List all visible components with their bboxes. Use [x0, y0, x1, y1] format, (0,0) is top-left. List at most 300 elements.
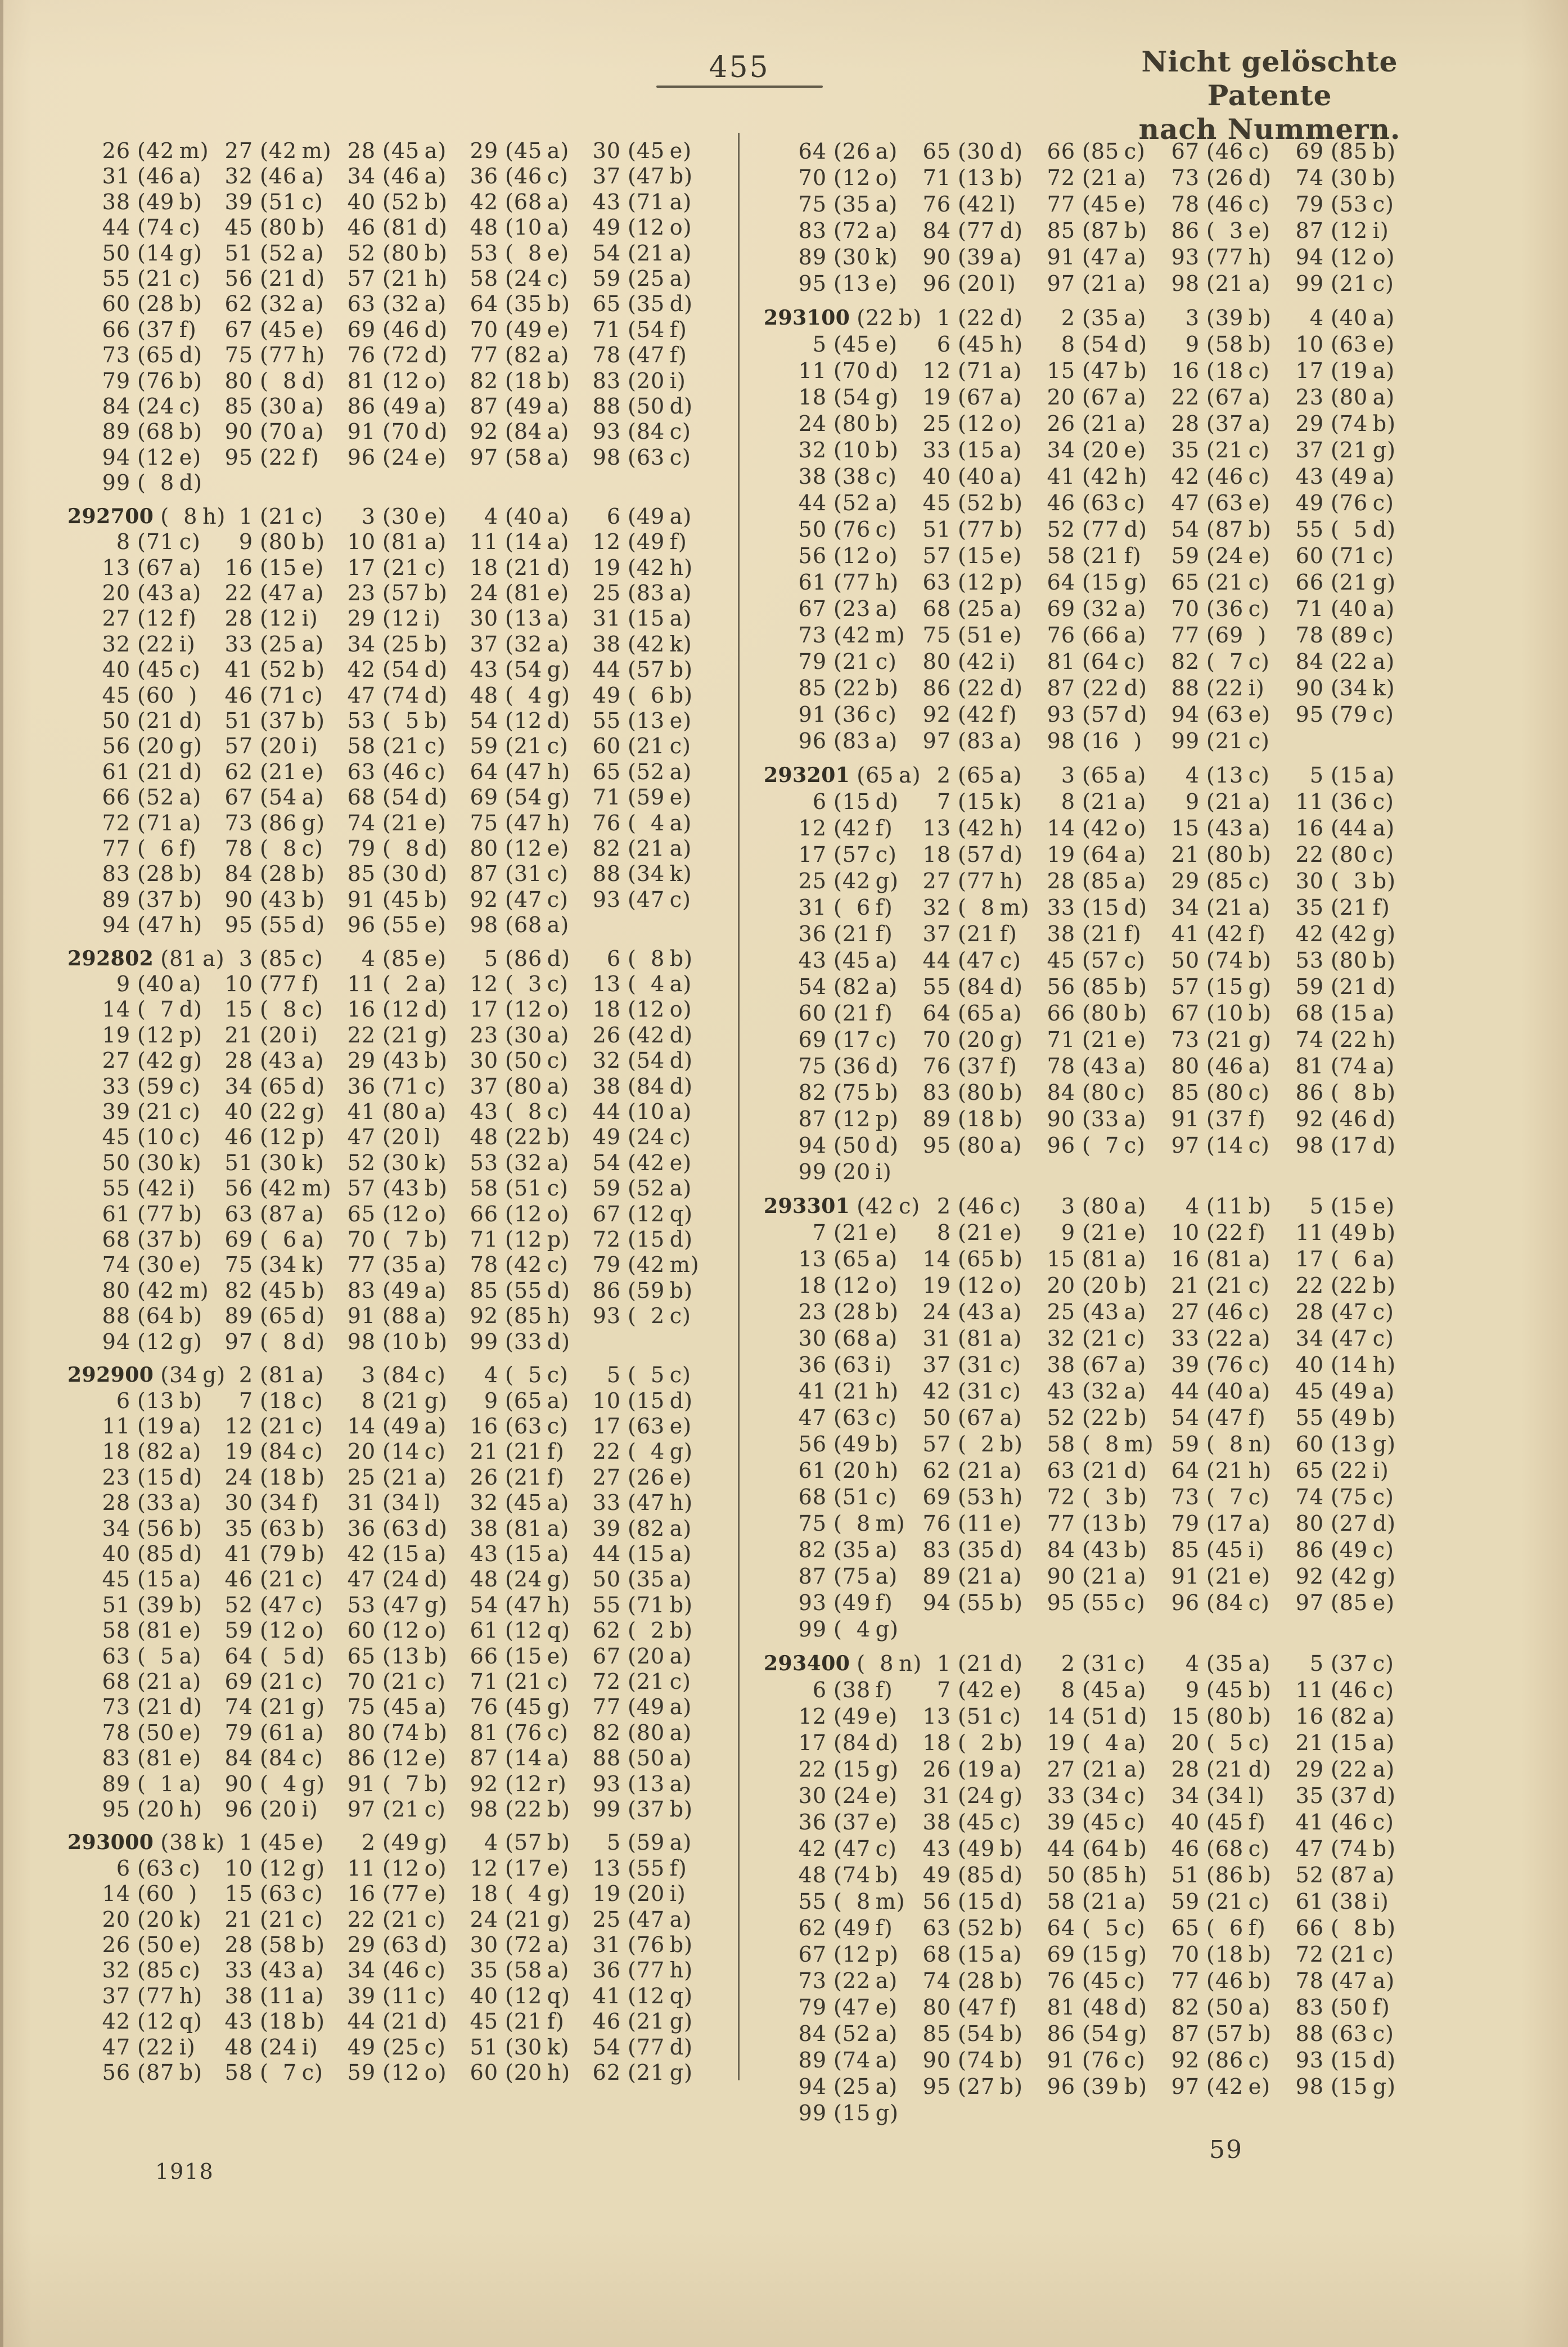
patent-class: (63 c)	[137, 1855, 201, 1881]
patent-class: (55 e)	[382, 912, 447, 938]
patent-class: (24 i)	[260, 2034, 318, 2060]
patent-row	[764, 2100, 1385, 2126]
patent-row	[67, 1592, 693, 1618]
patent-class: ( 8 d)	[260, 1329, 325, 1354]
patent-entry	[67, 1855, 201, 1881]
patent-row	[67, 997, 692, 1022]
patent-class: (76 c)	[505, 1720, 569, 1745]
patent-class: (10 a)	[628, 1099, 692, 1125]
patent-number: 93	[592, 887, 621, 912]
patent-entry	[558, 2034, 693, 2060]
patent-entry	[190, 1881, 323, 1907]
patent-class: (44 a)	[1331, 816, 1395, 840]
patent-class: (80 b)	[833, 411, 899, 436]
patent-class: (45 e)	[833, 332, 898, 357]
patent-number: 14	[1047, 1704, 1075, 1729]
patent-entry	[190, 1363, 325, 1388]
patent-number: 93	[592, 1303, 621, 1329]
patent-class: (52 a)	[260, 240, 325, 266]
patent-entry	[558, 1643, 692, 1669]
patent-number: 30	[470, 1048, 498, 1073]
patent-row	[764, 384, 1395, 411]
patent-entry	[1137, 1132, 1270, 1159]
patent-class: (58 b)	[260, 1932, 325, 1958]
patent-entry	[435, 606, 570, 631]
patent-entry	[764, 1053, 899, 1080]
patent-number: 50	[1171, 948, 1200, 973]
patent-class: (37 e)	[833, 1810, 898, 1835]
patent-number: 90	[1047, 1564, 1075, 1589]
patent-number: 95	[922, 1133, 951, 1158]
patent-entry	[764, 2100, 899, 2126]
patent-number: 86	[1295, 1537, 1324, 1562]
patent-entry	[1137, 411, 1271, 437]
patent-number: 11	[1295, 1678, 1324, 1702]
patent-entry	[435, 1363, 569, 1388]
patent-class: (20 i)	[260, 734, 318, 759]
patent-class: (71 c)	[382, 1073, 446, 1099]
patent-entry	[1137, 569, 1270, 596]
patent-entry	[435, 1490, 570, 1516]
patent-number: 22	[224, 580, 253, 605]
patent-entry	[190, 1073, 325, 1099]
patent-entry	[67, 1830, 225, 1855]
patent-number: 94	[798, 1133, 827, 1158]
patent-entry	[888, 490, 1023, 516]
patent-entry	[190, 1227, 325, 1252]
patent-entry	[1012, 516, 1147, 543]
patent-class: (43 a)	[1206, 816, 1271, 840]
patent-entry	[67, 606, 197, 631]
patent-number: 32	[224, 164, 253, 189]
patent-class: (47 c)	[1331, 1300, 1394, 1324]
patent-number: 61	[1295, 1889, 1324, 1914]
patent-class: (52 a)	[833, 491, 898, 515]
patent-row	[764, 1000, 1395, 1027]
patent-number: 71	[1047, 1027, 1075, 1052]
patent-class: (14 a)	[505, 1746, 570, 1771]
patent-number: 52	[1047, 517, 1075, 542]
patent-entry	[1012, 138, 1146, 165]
patent-class: (68 b)	[137, 419, 202, 444]
gazette-title	[1094, 45, 1445, 146]
patent-number: 61	[798, 570, 827, 595]
patent-number: 26	[1047, 411, 1075, 436]
patent-number: 10	[347, 529, 376, 555]
patent-entry	[764, 165, 898, 191]
patent-number: 4	[1309, 305, 1324, 330]
patent-class: (21 a)	[1082, 271, 1147, 296]
patent-class: (21 f)	[505, 1464, 565, 1490]
patent-class: (13 a)	[505, 606, 570, 631]
patent-number: 30	[798, 1326, 827, 1351]
patent-class: (65 d)	[260, 1303, 325, 1329]
patent-row	[67, 1329, 681, 1355]
patent-entry	[1261, 1862, 1395, 1889]
patent-class: (12 r)	[505, 1771, 567, 1796]
patent-number: 73	[798, 1968, 827, 1993]
patent-entry	[1137, 1273, 1270, 1299]
patent-class: ( 6 f)	[1206, 1916, 1266, 1940]
patent-entry	[1261, 437, 1396, 464]
patent-entry	[435, 2009, 565, 2034]
patent-class: (57 b)	[505, 1830, 570, 1855]
patent-number: 64	[470, 759, 498, 784]
patent-entry	[1012, 191, 1147, 218]
patent-entry	[435, 1881, 570, 1907]
patent-class: (10 b)	[833, 438, 899, 462]
patent-class: (50 d)	[628, 394, 693, 419]
patent-number: 64	[1171, 1458, 1200, 1483]
patent-number: 22	[592, 1439, 621, 1464]
patent-number: 47	[347, 1125, 376, 1150]
patent-number: 45	[102, 1567, 130, 1592]
patent-number: 29	[1295, 411, 1324, 436]
patent-number: 48	[470, 1125, 498, 1150]
patent-class: (21 g)	[260, 1694, 325, 1720]
patent-entry	[67, 368, 202, 394]
patent-entry	[313, 1388, 448, 1414]
patent-class: (38 c)	[833, 464, 897, 489]
patent-number: 34	[347, 1958, 376, 1983]
patent-class: (15 a)	[958, 1942, 1022, 1967]
patent-number: 80	[470, 835, 498, 861]
patent-class: (22 b)	[1082, 1405, 1147, 1430]
patent-entry	[67, 1278, 209, 1303]
patent-class: ( 2 a)	[382, 972, 447, 996]
patent-number: 48	[470, 682, 498, 708]
patent-class: (30 e)	[137, 1252, 202, 1278]
patent-entry	[1012, 1915, 1146, 1941]
patent-class: (45 c)	[137, 657, 201, 682]
patent-row	[67, 810, 692, 836]
patent-number: 59	[347, 2060, 376, 2085]
patent-class: ( 3 c)	[505, 972, 569, 996]
patent-row	[764, 244, 1395, 271]
patent-entry	[313, 1830, 448, 1855]
patent-entry	[190, 785, 325, 810]
patent-entry	[435, 997, 570, 1022]
patent-class: (30 b)	[1331, 165, 1396, 190]
patent-number: 65	[592, 759, 621, 784]
patent-class: (80 a)	[505, 1073, 570, 1099]
patent-row	[764, 815, 1395, 842]
patent-entry	[1012, 1889, 1147, 1915]
patent-entry	[764, 543, 898, 569]
patent-entry	[313, 1541, 447, 1567]
patent-number: 15	[1047, 358, 1075, 383]
patent-entry	[67, 444, 202, 470]
patent-number: 63	[347, 759, 376, 784]
patent-row	[67, 1830, 692, 1855]
patent-number: 40	[102, 1541, 130, 1566]
patent-row	[764, 437, 1396, 464]
patent-number: 38	[224, 1983, 253, 2008]
patent-number: 38	[1047, 1352, 1075, 1377]
patent-class: (55 c)	[1082, 1590, 1146, 1615]
patent-class: (21 c)	[505, 734, 569, 759]
patent-entry	[558, 2009, 693, 2034]
patent-class: ( 8 d)	[260, 368, 325, 393]
patent-entry	[1261, 894, 1390, 921]
patent-entry	[558, 1363, 691, 1388]
patent-class: (42 e)	[628, 1150, 692, 1175]
patent-entry	[1137, 974, 1272, 1000]
patent-entry	[764, 1246, 898, 1273]
patent-entry	[1261, 516, 1396, 543]
patent-number: 5	[1309, 763, 1324, 788]
patent-entry	[888, 1783, 1023, 1809]
patent-class: (57 d)	[958, 842, 1023, 867]
patent-number: 7	[936, 789, 951, 814]
patent-number: 14	[347, 1413, 376, 1438]
patent-entry	[888, 1941, 1022, 1968]
patent-number: 7	[238, 1388, 253, 1413]
patent-entry	[67, 946, 225, 972]
patent-class: ( 8 d)	[137, 470, 202, 496]
patent-class: ( 7 b)	[382, 1227, 448, 1252]
patent-entry	[67, 1618, 202, 1643]
patent-entry	[558, 1669, 691, 1694]
patent-row	[67, 972, 692, 997]
patent-number: 87	[470, 394, 498, 419]
patent-entry	[558, 529, 687, 555]
patent-entry	[313, 2034, 446, 2060]
patent-row	[67, 1363, 691, 1388]
patent-entry	[764, 1809, 898, 1836]
patent-class: (63 e)	[1331, 332, 1395, 357]
patent-class: (45 a)	[505, 138, 570, 163]
patent-number: 41	[1047, 464, 1075, 489]
patent-number: 37	[102, 1983, 130, 2008]
patent-entry	[888, 1053, 1017, 1080]
patent-number: 4	[484, 1363, 498, 1388]
patent-entry	[435, 368, 570, 394]
patent-class: (22 b)	[505, 1797, 570, 1822]
patent-class: (25 a)	[260, 631, 325, 657]
patent-entry	[67, 1669, 202, 1694]
patent-entry	[764, 437, 899, 464]
patent-entry	[67, 317, 197, 343]
patent-entry	[1012, 1273, 1147, 1299]
patent-row	[67, 1464, 692, 1490]
patent-class: (21 c)	[1331, 1942, 1394, 1967]
footer-year: 1918	[155, 2159, 214, 2184]
patent-entry	[1012, 305, 1147, 331]
patent-class: (37 d)	[1331, 1783, 1396, 1808]
patent-class: (47 f)	[628, 343, 687, 368]
patent-entry	[190, 1720, 325, 1746]
patent-number: 74	[1295, 1485, 1324, 1509]
patent-class: ( 6 a)	[260, 1227, 325, 1252]
patent-entry	[435, 1669, 569, 1694]
patent-number: 20	[347, 1439, 376, 1464]
patent-class: ( 2 b)	[958, 1730, 1023, 1755]
patent-class: (21 a)	[382, 1464, 447, 1490]
patent-class: ( 4 g)	[260, 1771, 325, 1796]
patent-number: 23	[347, 580, 376, 605]
patent-number: 88	[1171, 676, 1200, 700]
patent-entry	[67, 1413, 202, 1439]
patent-class: (50 e)	[137, 1720, 202, 1745]
patent-entry	[764, 728, 898, 754]
patent-number: 55	[592, 708, 621, 733]
patent-number: 73	[1171, 165, 1200, 190]
patent-number: 76	[922, 192, 951, 217]
patent-number: 58	[470, 266, 498, 291]
patent-entry	[888, 1299, 1022, 1325]
patent-row	[67, 734, 691, 759]
patent-entry	[888, 1132, 1022, 1159]
patent-entry	[764, 1889, 905, 1915]
patent-class: (67 a)	[137, 555, 202, 580]
patent-row	[764, 464, 1395, 490]
patent-row	[67, 1618, 693, 1643]
patent-number: 50	[798, 517, 827, 542]
patent-class: ( 8 c)	[505, 1099, 569, 1125]
patent-class: ( 7 d)	[137, 997, 202, 1022]
patent-entry	[67, 1329, 202, 1355]
patent-number: 28	[1171, 411, 1200, 436]
patent-number: 71	[470, 1227, 498, 1252]
patent-entry	[888, 1730, 1023, 1756]
patent-class: (80 b)	[1082, 1001, 1147, 1026]
patent-number: 292900	[67, 1363, 154, 1387]
patent-entry	[313, 1022, 448, 1048]
patent-entry	[1261, 384, 1395, 411]
patent-number: 83	[922, 1537, 951, 1562]
patent-number: 32	[592, 1048, 621, 1073]
patent-entry	[1012, 411, 1147, 437]
patent-class: (85 e)	[1331, 1590, 1395, 1615]
patent-entry	[1012, 271, 1147, 297]
patent-class: (63 c)	[1082, 491, 1146, 515]
patent-entry	[764, 974, 898, 1000]
patent-class: (76 c)	[833, 517, 897, 542]
patent-entry	[764, 138, 898, 165]
patent-number: 90	[1047, 1107, 1075, 1131]
scan-edge-shadow	[0, 0, 3, 2347]
patent-entry	[1012, 649, 1146, 675]
patent-class: (42 g)	[833, 869, 899, 893]
patent-class: (40 a)	[1206, 1379, 1271, 1404]
patent-row	[764, 649, 1395, 675]
patent-class: (46 a)	[1206, 1054, 1271, 1078]
patent-entry	[1261, 1915, 1396, 1941]
patent-class: (49 a)	[1331, 1379, 1395, 1404]
patent-number: 19	[592, 555, 621, 580]
patent-entry	[1137, 358, 1270, 384]
patent-number: 4	[1185, 1651, 1200, 1676]
patent-class: (65 a)	[958, 1001, 1022, 1026]
patent-number: 80	[102, 1278, 130, 1303]
patent-class: ( 2 c)	[628, 1303, 691, 1329]
patent-number: 33	[922, 438, 951, 462]
patent-class: (21 a)	[1082, 1564, 1147, 1589]
patent-class: (40 a)	[1331, 305, 1395, 330]
patent-row	[764, 789, 1394, 815]
patent-class: (22 d)	[1082, 676, 1147, 700]
patent-class: (21 e)	[382, 810, 447, 835]
patent-class: (12 o)	[833, 543, 898, 568]
patent-number: 42	[1295, 921, 1324, 946]
patent-entry	[67, 215, 201, 240]
patent-number: 65	[347, 1201, 376, 1226]
patent-number: 25	[592, 580, 621, 605]
patent-class: (74 b)	[1206, 948, 1272, 973]
patent-class: (37 c)	[1331, 1651, 1394, 1676]
patent-class: (76 c)	[1082, 2048, 1146, 2072]
patent-class: (42 m)	[137, 138, 209, 163]
patent-number: 74	[1295, 165, 1324, 190]
patent-entry	[558, 1227, 693, 1252]
patent-number: 15	[1171, 816, 1200, 840]
page-number-underline	[656, 86, 823, 88]
patent-entry	[313, 1099, 447, 1125]
patent-class: (84 c)	[260, 1439, 323, 1464]
patent-entry	[435, 266, 569, 291]
patent-class: (12 p)	[137, 1022, 202, 1047]
patent-entry	[190, 1252, 325, 1278]
patent-number: 54	[592, 2034, 621, 2060]
patent-entry	[1261, 1968, 1395, 1994]
patent-class: (20 l)	[382, 1125, 441, 1150]
patent-class: (85 b)	[1331, 139, 1396, 164]
patent-class: (80 c)	[1331, 842, 1394, 867]
patent-entry	[435, 1278, 570, 1303]
patent-class: (85 e)	[382, 946, 447, 971]
patent-row	[67, 1567, 692, 1592]
patent-number: 23	[102, 1464, 130, 1490]
patent-class: (45 b)	[1206, 1678, 1272, 1702]
patent-number: 70	[922, 1027, 951, 1052]
patent-number: 52	[224, 1592, 253, 1617]
patent-entry	[67, 1771, 202, 1797]
patent-entry	[435, 1464, 565, 1490]
patent-row	[764, 1378, 1395, 1405]
patent-class: (63 e)	[628, 1413, 692, 1438]
patent-entry	[764, 384, 899, 411]
patent-class: (32 a)	[505, 631, 570, 657]
patent-class: (20 i)	[628, 368, 686, 393]
patent-number: 54	[470, 1592, 498, 1617]
patent-number: 57	[1171, 974, 1200, 999]
patent-number: 72	[592, 1227, 621, 1252]
patent-entry	[764, 947, 898, 974]
patent-entry	[888, 437, 1022, 464]
patent-entry	[1261, 2047, 1396, 2074]
patent-entry	[190, 1932, 325, 1958]
patent-entry	[190, 1771, 325, 1797]
patent-number: 79	[798, 649, 827, 674]
patent-class: (39 b)	[1206, 305, 1272, 330]
patent-class: (36 c)	[833, 702, 897, 727]
patent-entry	[313, 1720, 448, 1746]
patent-number: 55	[102, 1176, 130, 1201]
patent-row	[67, 912, 681, 938]
patent-class: (15 d)	[137, 1464, 202, 1490]
patent-entry	[190, 368, 325, 394]
patent-entry	[558, 606, 692, 631]
patent-class: (68 a)	[833, 1326, 898, 1351]
patent-row	[764, 138, 1396, 165]
patent-number: 43	[1295, 464, 1324, 489]
patent-number: 59	[592, 266, 621, 291]
patent-number: 63	[922, 1916, 951, 1940]
patent-number: 74	[347, 810, 376, 835]
patent-number: 69	[224, 1669, 253, 1694]
patent-number: 92	[470, 1303, 498, 1329]
